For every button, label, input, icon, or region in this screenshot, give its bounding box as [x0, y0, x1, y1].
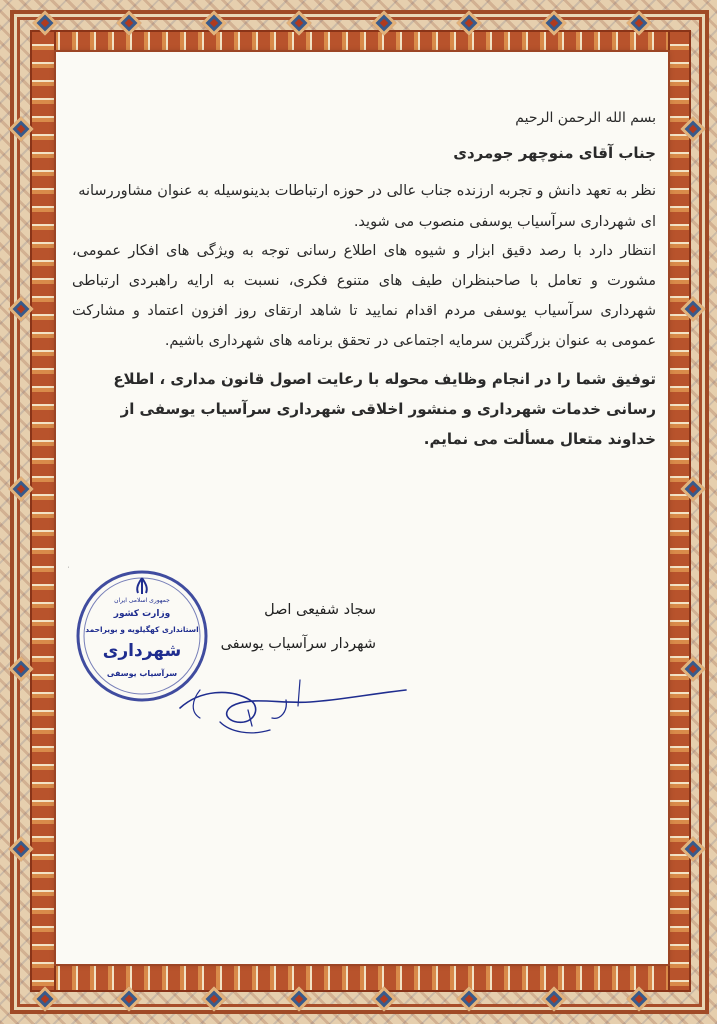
basmala-heading: بسم الله الرحمن الرحیم	[515, 110, 656, 126]
svg-text:جمهوری اسلامی ایران: جمهوری اسلامی ایران	[114, 597, 170, 604]
signatory-title: شهردار سرآسیاب یوسفی	[220, 636, 376, 652]
letter-paragraph-closing: توفیق شما را در انجام وظایف محوله با رعایت اصول قانون مداری ، اطلاع رسانی خدمات شهرداری و منشور اخلاقی شهرداری سرآسیاب یوسفی از خداوند متعال مسألت می نمایم.	[113, 370, 656, 448]
signatory-name: سجاد شفیعی اصل	[264, 602, 376, 618]
svg-text:شهرداری: شهرداری	[102, 641, 182, 661]
svg-text:وزارت کشور: وزارت کشور	[113, 609, 171, 619]
margin-pencil-mark: ·	[64, 566, 72, 569]
svg-text:استانداری کهگیلویه و بویراحمد: استانداری کهگیلویه و بویراحمد	[85, 625, 199, 634]
recipient-salutation: جناب آقای منوچهر جومردی	[453, 144, 656, 162]
handwritten-signature	[160, 660, 420, 750]
letter-paragraph-expectations: انتظار دارد با رصد دقیق ابزار و شیوه های اطلاع رسانی توجه به ویژگی های افکار عمومی، مشورت و تعامل با صاحبنظران طیف های متنوع فکری، نسبت به ارایه راهبردی ارتباطی شهرداری سرآسیاب یوسفی مردم اقدام نمایید تا شاهد ارتقای روز افزون اعتماد و مشارکت عمومی به عنوان بزرگترین سرمایه اجتماعی در تحقق برنامه های شهرداری باشیم.	[72, 243, 656, 349]
iran-emblem-icon	[137, 578, 147, 594]
border-band-left	[30, 30, 56, 992]
svg-text:سرآسیاب یوسفی: سرآسیاب یوسفی	[106, 669, 178, 678]
letter-paragraph-appointment: نظر به تعهد دانش و تجربه ارزنده جناب عالی در حوزه ارتباطات بدینوسیله به عنوان مشاوررسانه ای شهرداری سرآسیاب یوسفی منصوب می شوید.	[78, 183, 656, 230]
